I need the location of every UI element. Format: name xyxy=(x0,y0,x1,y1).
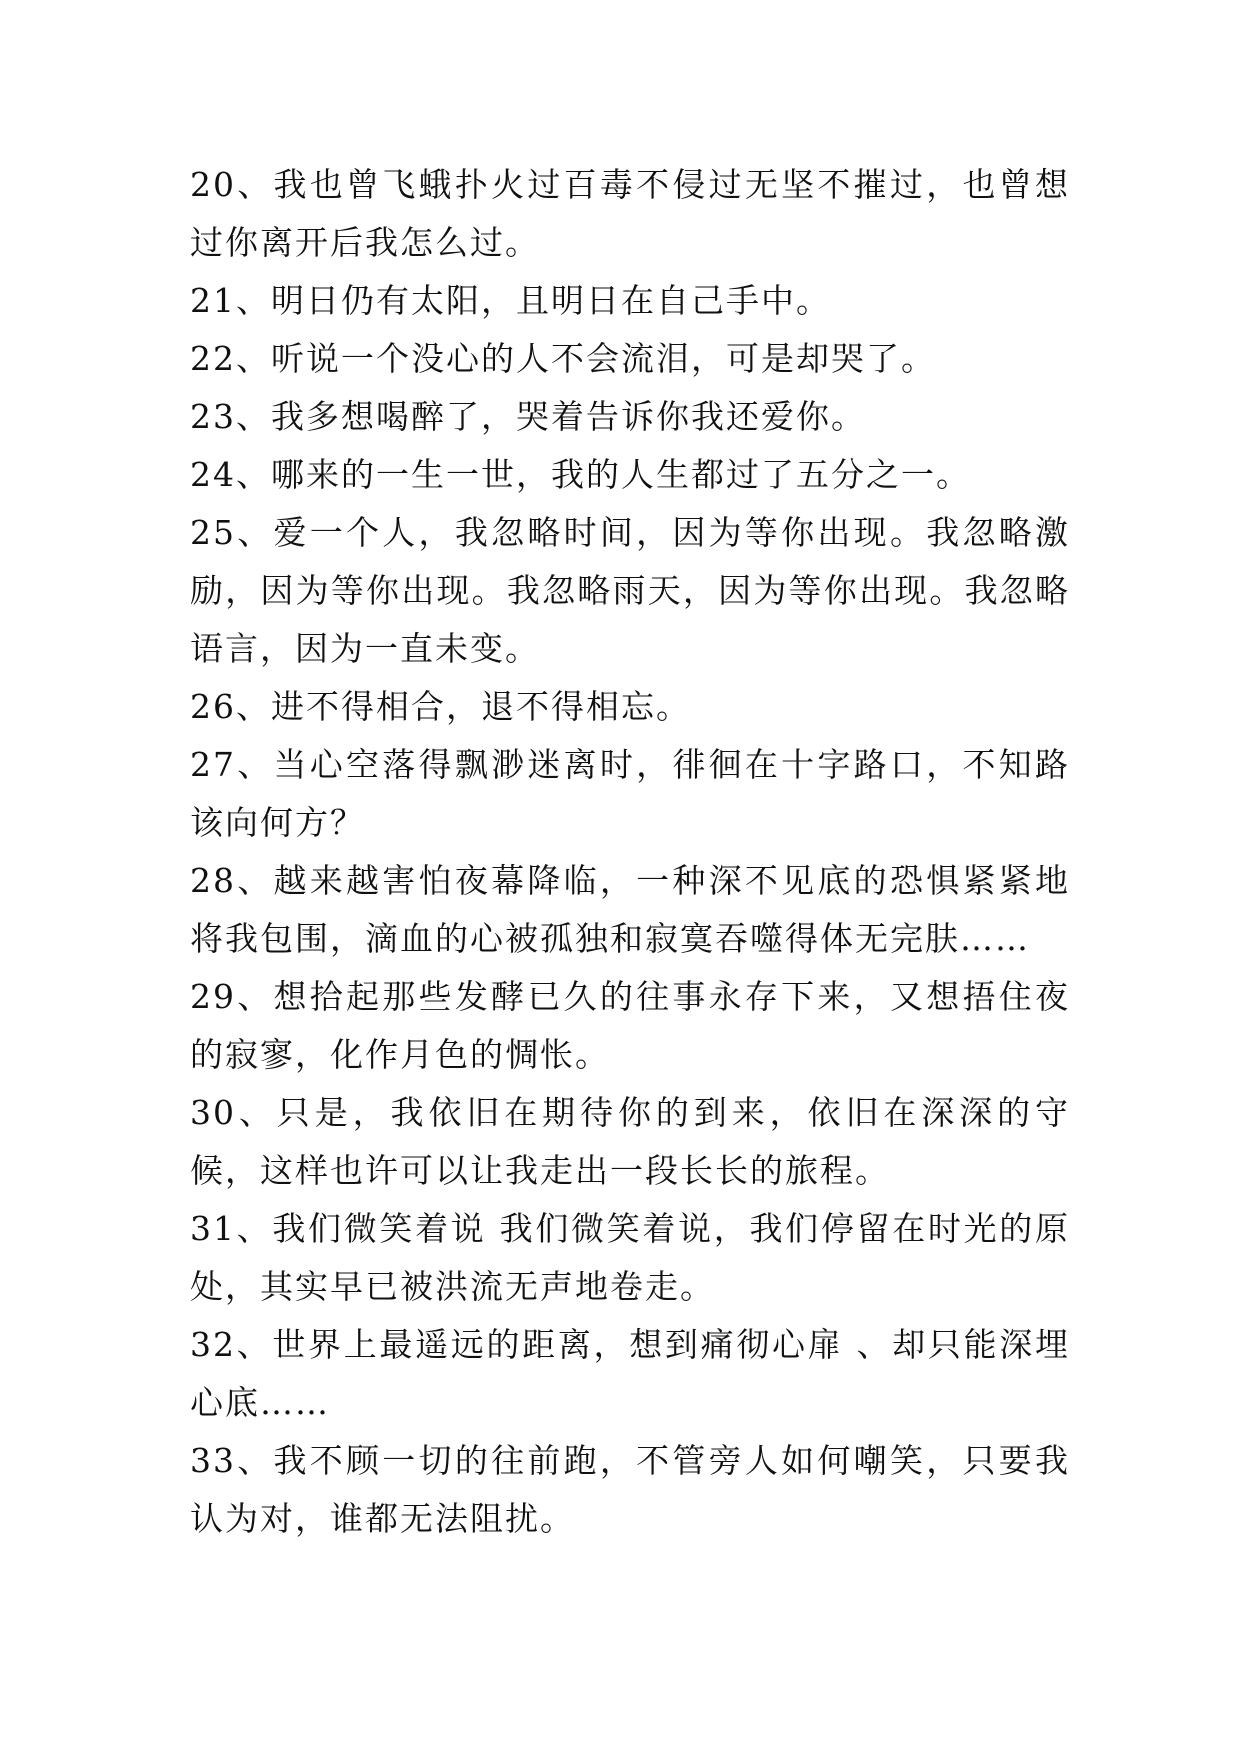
list-item: 26、进不得相合，退不得相忘。 xyxy=(190,687,691,726)
list-item: 22、听说一个没心的人不会流泪，可是却哭了。 xyxy=(190,339,936,378)
list-item: 28、越来越害怕夜幕降临，一种深不见底的恐惧紧紧地将我包围，滴血的心被孤独和寂寞吞噬得体无完肤…… xyxy=(190,861,1070,958)
list-item: 23、我多想喝醉了，哭着告诉你我还爱你。 xyxy=(190,397,866,436)
list-item: 24、哪来的一生一世，我的人生都过了五分之一。 xyxy=(190,455,971,494)
list-item: 27、当心空落得飘渺迷离时，徘徊在十字路口，不知路该向何方？ xyxy=(190,745,1070,842)
list-item: 31、我们微笑着说 我们微笑着说，我们停留在时光的原处，其实早已被洪流无声地卷走。 xyxy=(190,1209,1070,1306)
document-body xyxy=(190,156,1070,1548)
list-item: 20、我也曾飞蛾扑火过百毒不侵过无坚不摧过，也曾想过你离开后我怎么过。 xyxy=(190,165,1070,262)
list-item: 25、爱一个人，我忽略时间，因为等你出现。我忽略激励，因为等你出现。我忽略雨天，因为等你出现。我忽略语言，因为一直未变。 xyxy=(190,513,1070,668)
list-item: 32、世界上最遥远的距离，想到痛彻心扉 、却只能深埋心底…… xyxy=(190,1325,1070,1422)
list-item: 21、明日仍有太阳，且明日在自己手中。 xyxy=(190,281,831,320)
list-item: 30、只是，我依旧在期待你的到来，依旧在深深的守候，这样也许可以让我走出一段长长的旅程。 xyxy=(190,1093,1070,1190)
list-item: 29、想拾起那些发酵已久的往事永存下来，又想捂住夜的寂寥，化作月色的惆怅。 xyxy=(190,977,1070,1074)
list-item: 33、我不顾一切的往前跑，不管旁人如何嘲笑，只要我认为对，谁都无法阻扰。 xyxy=(190,1441,1070,1538)
